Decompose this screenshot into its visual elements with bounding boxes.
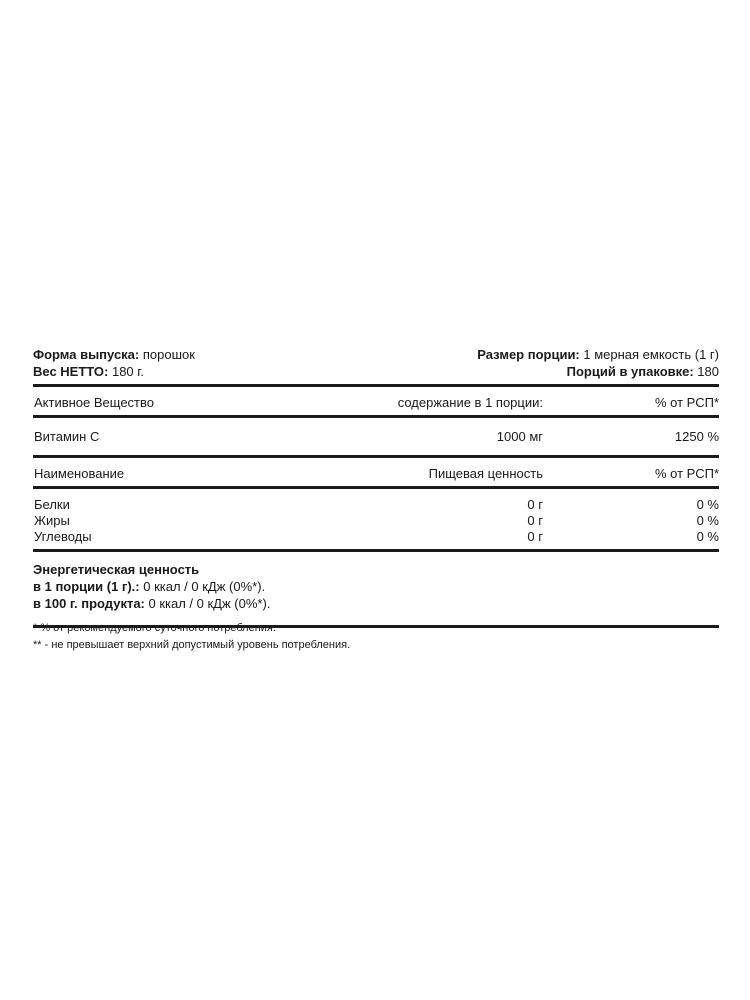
active-name: Витамин С <box>34 429 100 444</box>
energy-per-serving-label: в 1 порции (1 г).: <box>33 579 140 594</box>
energy-section <box>33 552 719 625</box>
weight-line <box>33 363 195 380</box>
nutrient-rsp: 0 % <box>696 497 719 512</box>
energy-per-100 <box>33 595 719 612</box>
supplement-facts-panel <box>33 346 719 628</box>
divider <box>33 415 719 418</box>
nutrient-name: Жиры <box>34 513 70 528</box>
spacer <box>33 489 719 497</box>
servings-label: Порций в упаковке: <box>566 364 694 379</box>
form-value: порошок <box>139 347 195 362</box>
table-row <box>33 513 719 529</box>
footnote-rsp: * % от рекомендуемого суточного потребления. <box>33 622 276 634</box>
nutrition-col-value: Пищевая ценность <box>428 466 543 481</box>
nutrition-col-name: Наименование <box>34 466 125 481</box>
form-label: Форма выпуска: <box>33 347 140 362</box>
nutrient-name: Углеводы <box>34 529 92 544</box>
weight-label: Вес НЕТТО: <box>33 364 109 379</box>
active-rsp: 1250 % <box>674 429 719 444</box>
product-header <box>33 346 719 380</box>
nutrient-value: 0 г <box>527 513 543 528</box>
energy-title: Энергетическая ценность <box>33 562 200 577</box>
active-col-rsp: % от РСП* <box>655 395 719 410</box>
energy-per-serving <box>33 578 719 595</box>
energy-per-serving-value: 0 ккал / 0 кДж (0%*). <box>139 579 266 594</box>
nutrient-rsp: 0 % <box>696 529 719 544</box>
energy-per-100-value: 0 ккал / 0 кДж (0%*). <box>144 596 271 611</box>
servings-line <box>477 363 719 380</box>
header-right <box>477 346 719 380</box>
nutrient-value: 0 г <box>527 497 543 512</box>
weight-value: 180 г. <box>108 364 145 379</box>
active-col-amount: содержание в 1 порции: <box>397 395 543 410</box>
active-col-name: Активное Вещество <box>34 395 155 410</box>
active-amount: 1000 мг <box>496 429 543 444</box>
divider <box>33 455 719 458</box>
energy-per-100-label: в 100 г. продукта: <box>33 596 145 611</box>
active-table-header <box>33 394 719 412</box>
serving-label: Размер порции: <box>477 347 580 362</box>
serving-value: 1 мерная емкость (1 г) <box>579 347 719 362</box>
footnotes <box>33 620 350 654</box>
footnote-upper-limit: ** - не превышает верхний допустимый уровень потребления. <box>33 639 351 651</box>
table-row <box>33 497 719 513</box>
nutrition-table-header <box>33 465 719 483</box>
table-row <box>33 428 719 446</box>
nutrition-col-rsp: % от РСП* <box>655 466 719 481</box>
nutrient-value: 0 г <box>527 529 543 544</box>
form-line <box>33 346 195 363</box>
header-left <box>33 346 195 380</box>
serving-line <box>477 346 719 363</box>
divider <box>33 384 719 387</box>
table-row <box>33 529 719 545</box>
nutrient-name: Белки <box>34 497 70 512</box>
servings-value: 180 <box>693 364 719 379</box>
nutrient-rsp: 0 % <box>696 513 719 528</box>
